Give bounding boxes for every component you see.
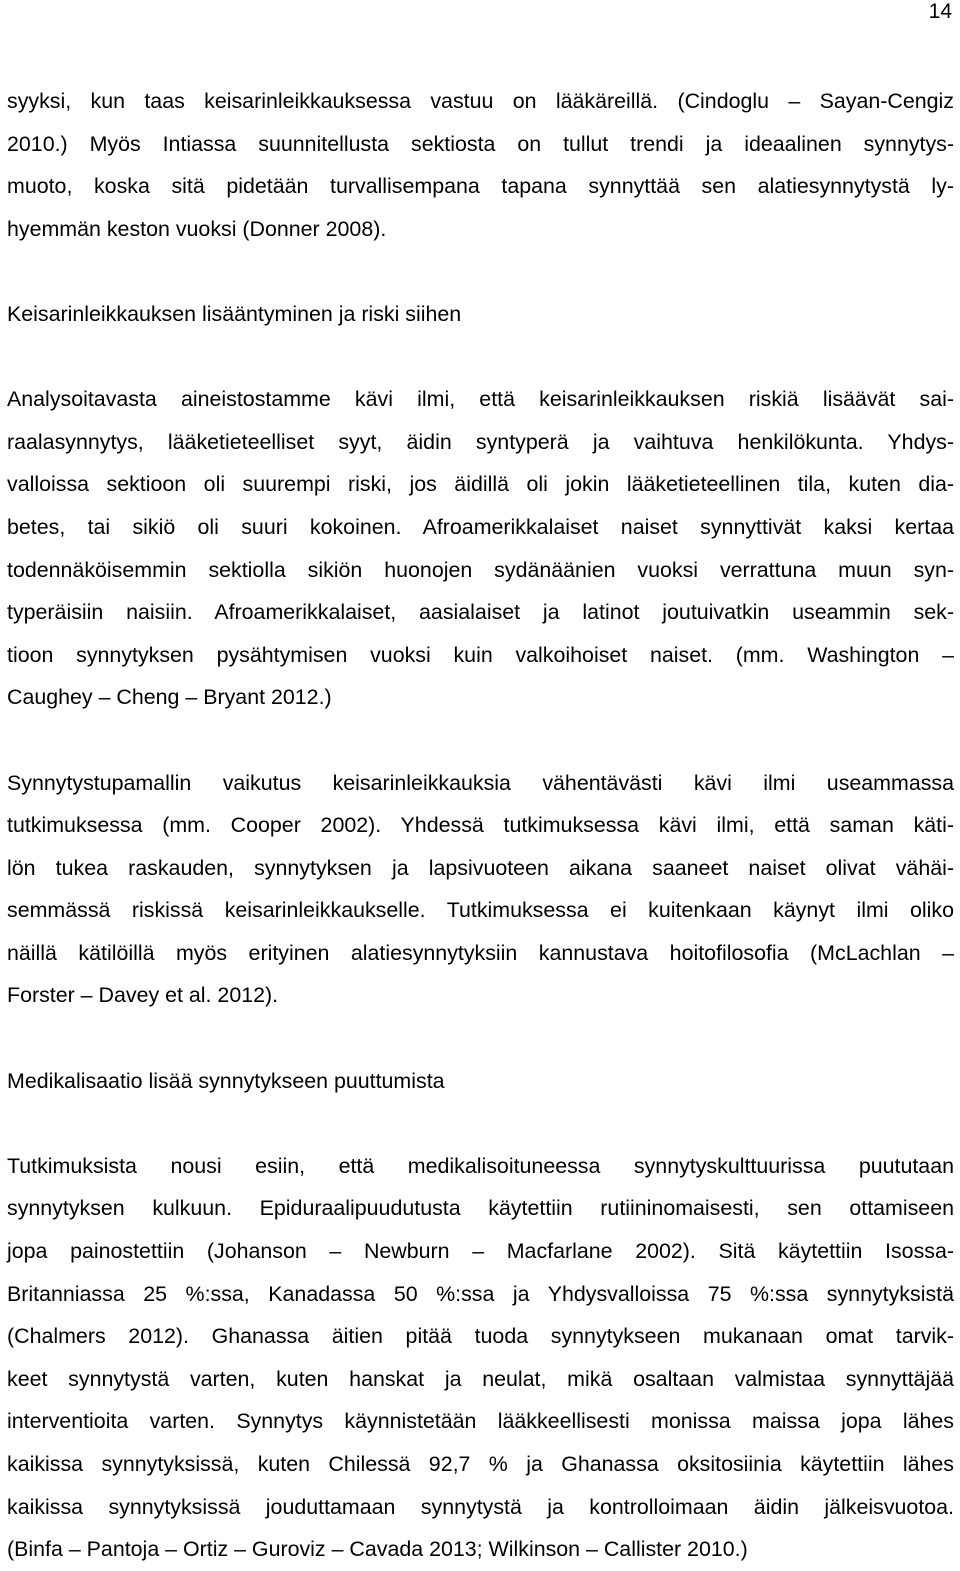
paragraph-intro-continuation [7,80,954,250]
paragraph-midwife-model [7,762,954,1018]
text-line: (Binfa – Pantoja – Ortiz – Guroviz – Cavada 2013; Wilkinson – Callister 2010.) [7,1537,748,1562]
text-line: Analysoitavasta aineistostamme kävi ilmi, että keisarinleikkauksen riskiä lisäävät sai- [7,387,954,412]
text-line: Synnytystupamallin vaikutus keisarinleikkauksia vähentävästi kävi ilmi useammassa [7,770,954,795]
text-line: valloissa sektioon oli suurempi riski, jos äidillä oli jokin lääketieteellinen tila, kuten dia- [7,472,954,497]
text-line: näillä kätilöillä myös erityinen alatiesynnytyksiin kannustava hoitofilosofia (McLachlan – [7,940,954,965]
paragraph-risk-factors [7,378,954,719]
text-line: Britanniassa 25 %:ssa, Kanadassa 50 %:ssa ja Yhdysvalloissa 75 %:ssa synnytyksistä [7,1281,954,1306]
text-line: hyemmän keston vuoksi (Donner 2008). [7,216,387,241]
section-heading-medicalization: Medikalisaatio lisää synnytykseen puuttumista [7,1068,445,1093]
text-line: typeräisiin naisiin. Afroamerikkalaiset, aasialaiset ja latinot joutuivatkin useammin sek- [7,600,954,625]
text-line: Tutkimuksista nousi esiin, että medikalisoituneessa synnytyskulttuurissa puututaan [7,1153,954,1178]
text-line: Caughey – Cheng – Bryant 2012.) [7,685,332,710]
text-line: (Chalmers 2012). Ghanassa äitien pitää tuoda synnytykseen mukanaan omat tarvik- [7,1324,954,1349]
text-line: todennäköisemmin sektiolla sikiön huonojen sydänäänien vuoksi verrattuna muun syn- [7,557,954,582]
text-line: raalasynnytys, lääketieteelliset syyt, äidin syntyperä ja vaihtuva henkilökunta. Yhdys- [7,429,954,454]
text-line: muoto, koska sitä pidetään turvallisempana tapana synnyttää sen alatiesynnytystä ly- [7,174,954,199]
text-line: tioon synnytyksen pysähtymisen vuoksi kuin valkoihoiset naiset. (mm. Washington – [7,642,954,667]
section-heading-cesarean-risk: Keisarinleikkauksen lisääntyminen ja riski siihen [7,301,462,326]
text-line: kaikissa synnytyksissä, kuten Chilessä 92,7 % ja Ghanassa oksitosiinia käytettiin lähes [7,1452,954,1476]
page-number: 14 [928,0,952,23]
text-line: jopa painostettiin (Johanson – Newburn – Macfarlane 2002). Sitä käytettiin Isossa- [7,1239,954,1264]
text-line: synnytyksen kulkuun. Epiduraalipuudutusta käytettiin rutiininomaisesti, sen ottamiseen [7,1196,954,1221]
text-line: syyksi, kun taas keisarinleikkauksessa vastuu on lääkäreillä. (Cindoglu – Sayan-Cengiz [7,89,954,113]
text-line: Forster – Davey et al. 2012). [7,983,279,1008]
text-line: 2010.) Myös Intiassa suunnitellusta sektiosta on tullut trendi ja ideaalinen synnytys- [7,131,954,156]
paragraph-medicalization [7,1145,954,1571]
text-line: semmässä riskissä keisarinleikkaukselle. Tutkimuksessa ei kuitenkaan käynyt ilmi oliko [7,898,954,923]
text-line: lön tukea raskauden, synnytyksen ja lapsivuoteen aikana saaneet naiset olivat vähäi- [7,855,954,880]
text-line: tutkimuksessa (mm. Cooper 2002). Yhdessä tutkimuksessa kävi ilmi, että saman käti- [7,813,954,838]
document-body [7,80,954,1571]
text-line: betes, tai sikiö oli suuri kokoinen. Afroamerikkalaiset naiset synnyttivät kaksi kertaa [7,514,954,539]
text-line: keet synnytystä varten, kuten hanskat ja neulat, mikä osaltaan valmistaa synnyttäjää [7,1366,954,1391]
text-line: kaikissa synnytyksissä jouduttamaan synnytystä ja kontrolloimaan äidin jälkeisvuotoa. [7,1494,954,1519]
text-line: interventioita varten. Synnytys käynnistetään lääkkeellisesti monissa maissa jopa lähes [7,1409,954,1434]
